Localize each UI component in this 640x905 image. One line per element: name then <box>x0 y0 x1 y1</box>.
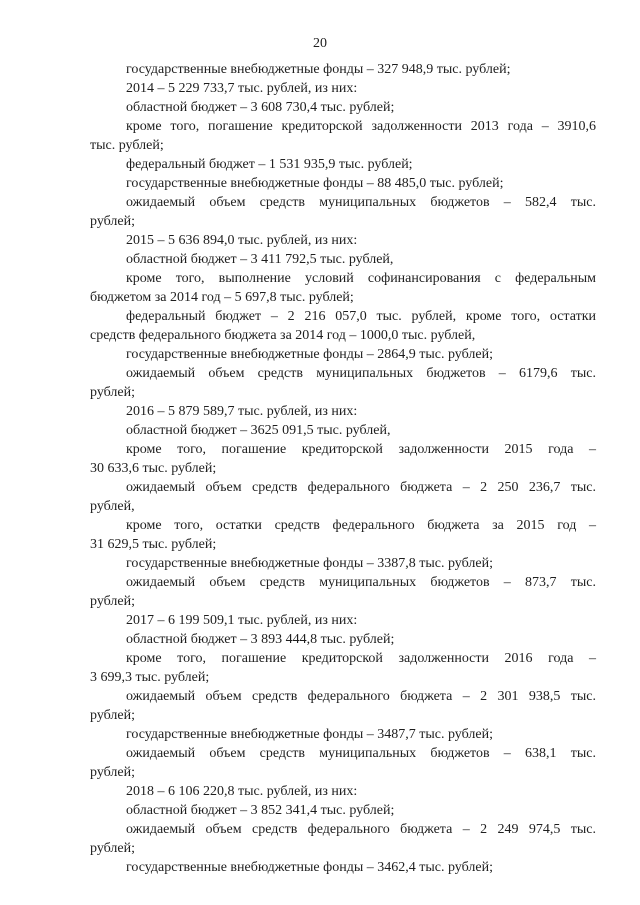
text-line: государственные внебюджетные фонды – 3487,7 тыс. рублей; <box>126 727 493 742</box>
text-line: кроме того, остатки средств федерального бюджета за 2015 год – <box>126 518 596 533</box>
text-line: ожидаемый объем средств муниципальных бюджетов – 638,1 тыс. <box>126 746 596 761</box>
text-line: областной бюджет – 3 893 444,8 тыс. рублей; <box>126 632 395 647</box>
page-number: 20 <box>313 36 327 51</box>
text-line: 2015 – 5 636 894,0 тыс. рублей, из них: <box>126 233 358 248</box>
text-line: рублей; <box>90 385 135 400</box>
text-line: 3 699,3 тыс. рублей; <box>90 670 210 685</box>
text-line: ожидаемый объем средств муниципальных бюджетов – 873,7 тыс. <box>126 575 596 590</box>
text-line: государственные внебюджетные фонды – 2864,9 тыс. рублей; <box>126 347 493 362</box>
text-line: 30 633,6 тыс. рублей; <box>90 461 217 476</box>
text-line: областной бюджет – 3 411 792,5 тыс. рублей, <box>126 252 394 267</box>
text-line: 2014 – 5 229 733,7 тыс. рублей, из них: <box>126 81 358 96</box>
text-line: ожидаемый объем средств федерального бюджета – 2 301 938,5 тыс. <box>126 689 596 704</box>
text-line: средств федерального бюджета за 2014 год – 1000,0 тыс. рублей, <box>90 328 476 343</box>
text-line: ожидаемый объем средств муниципальных бюджетов – 582,4 тыс. <box>126 195 596 210</box>
text-line: областной бюджет – 3 608 730,4 тыс. рублей; <box>126 100 395 115</box>
text-line: областной бюджет – 3625 091,5 тыс. рублей, <box>126 423 391 438</box>
text-line: кроме того, погашение кредиторской задолженности 2013 года – 3910,6 <box>126 119 596 134</box>
text-line: кроме того, погашение кредиторской задолженности 2016 года – <box>126 651 596 666</box>
text-line: кроме того, погашение кредиторской задолженности 2015 года – <box>126 442 596 457</box>
text-line: государственные внебюджетные фонды – 3462,4 тыс. рублей; <box>126 860 493 875</box>
text-line: ожидаемый объем средств муниципальных бюджетов – 6179,6 тыс. <box>126 366 596 381</box>
text-line: рублей; <box>90 214 135 229</box>
text-line: рублей, <box>90 499 135 514</box>
text-line: рублей; <box>90 708 135 723</box>
text-line: 2017 – 6 199 509,1 тыс. рублей, из них: <box>126 613 358 628</box>
text-line: федеральный бюджет – 2 216 057,0 тыс. рублей, кроме того, остатки <box>126 309 596 324</box>
text-line: государственные внебюджетные фонды – 3387,8 тыс. рублей; <box>126 556 493 571</box>
text-line: рублей; <box>90 765 135 780</box>
text-line: тыс. рублей; <box>90 138 164 153</box>
text-line: 2016 – 5 879 589,7 тыс. рублей, из них: <box>126 404 358 419</box>
text-line: 31 629,5 тыс. рублей; <box>90 537 217 552</box>
text-line: рублей; <box>90 594 135 609</box>
text-line: 2018 – 6 106 220,8 тыс. рублей, из них: <box>126 784 358 799</box>
text-line: государственные внебюджетные фонды – 327 948,9 тыс. рублей; <box>126 62 511 77</box>
text-line: ожидаемый объем средств федерального бюджета – 2 250 236,7 тыс. <box>126 480 596 495</box>
text-line: кроме того, выполнение условий софинансирования с федеральным <box>126 271 596 286</box>
text-line: ожидаемый объем средств федерального бюджета – 2 249 974,5 тыс. <box>126 822 596 837</box>
text-line: рублей; <box>90 841 135 856</box>
text-line: государственные внебюджетные фонды – 88 485,0 тыс. рублей; <box>126 176 504 191</box>
text-line: бюджетом за 2014 год – 5 697,8 тыс. рублей; <box>90 290 354 305</box>
text-line: областной бюджет – 3 852 341,4 тыс. рублей; <box>126 803 395 818</box>
text-line: федеральный бюджет – 1 531 935,9 тыс. рублей; <box>126 157 413 172</box>
